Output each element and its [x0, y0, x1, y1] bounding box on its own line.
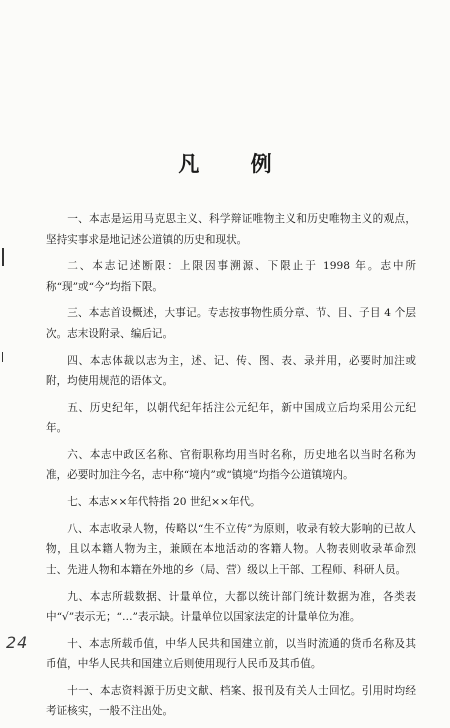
guideline-paragraph: 九、本志所载数据、计量单位，大都以统计部门统计数据为准，各类表中“√”表示无；“…”表示缺。计量单位以国家法定的计量单位为准。 [46, 590, 416, 623]
page-title: 凡 例 [178, 151, 294, 176]
guideline-paragraph: 七、本志××年代特指 20 世纪××年代。 [67, 496, 261, 509]
guideline-paragraph: 四、本志体裁以志为主，述、记、传、图、表、录并用，必要时加注或附，均使用规范的语体文。 [46, 354, 416, 388]
guideline-paragraph: 五、历史纪年，以朝代纪年括注公元纪年，新中国成立后均采用公元纪年。 [46, 401, 416, 435]
guideline-paragraph: 十、本志所载币值，中华人民共和国建立前，以当时流通的货币名称及其币值，中华人民共和国建立后则使用现行人民币及其币值。 [46, 637, 416, 671]
binding-mark [2, 352, 3, 362]
guideline-paragraph: 三、本志首设概述，大事记。专志按事物性质分章、节、目、子目 4 个层次。志末设附录、编后记。 [46, 307, 416, 340]
binding-mark [2, 248, 4, 266]
guideline-paragraph: 十一、本志资料源于历史文献、档案、报刊及有关人士回忆。引用时均经考证核实，一般不注出处。 [46, 684, 416, 718]
guideline-paragraph: 八、本志收录人物，传略以“生不立传”为原则，收录有较大影响的已故人物，且以本籍人物为主，兼顾在本地活动的客籍人物。人物表则收录革命烈士、先进人物和本籍在外地的乡（局、营）级以上干部、工程师、科研人员。 [46, 522, 416, 576]
guideline-paragraph: 一、本志是运用马克思主义、科学辩证唯物主义和历史唯物主义的观点，坚持实事求是地记述公道镇的历史和现状。 [46, 213, 416, 246]
guideline-paragraph: 六、本志中政区名称、官衔职称均用当时名称，历史地名以当时名称为准，必要时加注今名，志中称“境内”或“镇境”均指今公道镇境内。 [46, 448, 416, 482]
guideline-paragraph: 二、本志记述断限：上限因事溯源、下限止于 1998 年。志中所称“现”或“今”均指下限。 [46, 260, 416, 293]
guidelines-body [46, 209, 416, 728]
handwritten-page-number: 24 [6, 633, 29, 652]
